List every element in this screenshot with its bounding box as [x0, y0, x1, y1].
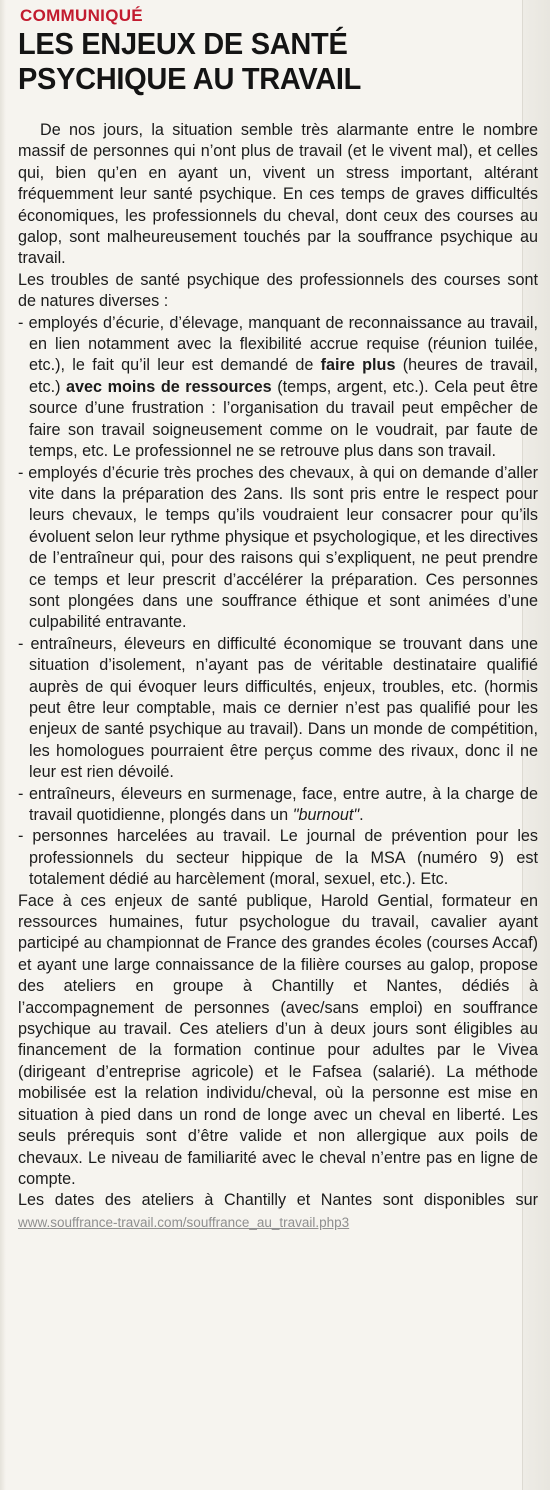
list-item-text: employés d’écurie très proches des chevaux, à qui on demande d’aller vite dans la préparation des 2ans. Ils sont pris entre le respect pour leurs chevaux, le temps qu’ils voudraient leur consacrer pour qu’ils évoluent selon leur rythme physique et psychologique, et les directives de l’entraîneur qui, pour des raisons qui s’expliquent, ne peut prendre ce temps et leur prescrit d’accélérer la préparation. Ces personnes sont plongées dans une souffrance éthique et sont animées d’une culpabilité entravante.: [28, 463, 539, 632]
emphasis-text: avec moins de ressources: [66, 377, 272, 396]
article-body: [18, 120, 538, 1233]
list-item: [18, 463, 538, 634]
closing-paragraph: Face à ces enjeux de santé publique, Harold Gential, formateur en ressources humaines, futur psychologue du travail, cavalier ayant participé au championnat de France des grandes écoles (courses Accaf) et ayant une large connaissance de la filière courses au galop, propose des ateliers en groupe à Chantilly et Nantes, dédiés à l’accompagnement de personnes (avec/sans emploi) en souffrance psychique au travail. Ces ateliers d’un à deux jours sont éligibles au financement de la formation continue pour adultes par le Vivea (dirigeant d’entreprise agricole) et le Fafsea (salarié). La méthode mobilisée est la relation individu/cheval, où la personne est mise en situation à pied dans un rond de longe avec un cheval en liberté. Les seuls prérequis sont d’être valide et non allergique aux poils de chevaux. Le niveau de familiarité avec le cheval n’entre pas en ligne de compte.: [18, 891, 538, 1188]
troubles-list: [18, 313, 538, 891]
article-title: LES ENJEUX DE SANTÉ PSYCHIQUE AU TRAVAIL: [18, 28, 362, 97]
list-dash: -: [18, 827, 24, 846]
dates-paragraph: [18, 1190, 538, 1233]
list-item: [18, 784, 538, 827]
page-shadow: [0, 0, 6, 1490]
section-kicker: COMMUNIQUÉ: [20, 6, 143, 25]
list-item: [18, 313, 538, 463]
intro-paragraph: De nos jours, la situation semble très alarmante entre le nombre massif de personnes qui n’ont plus de travail (et le vivent mal), et celles qui, bien qu’en en ayant un, vivent un stress important, altérant fréquemment leur santé psychique. En ces temps de graves difficultés économiques, les professionnels du cheval, dont ceux des courses au galop, sont malheureusement touchés par la souffrance psychique au travail.: [18, 121, 538, 268]
list-item-text: personnes harcelées au travail. Le journal de prévention pour les professionnels du secteur hippique de la MSA (numéro 9) est totalement dédié au harcèlement (moral, sexuel, etc.). Etc.: [29, 827, 539, 889]
italic-text: "burnout": [292, 806, 360, 824]
list-dash: -: [18, 463, 24, 482]
list-dash: -: [18, 634, 24, 653]
list-item-text: (temps, argent, etc.). Cela peut être source d’une frustration : l’organisation du travail peut empêcher de faire son travail soigneusement comme on le voudrait, par faute de temps, etc. Le professionnel ne se retrouve plus dans son travail.: [29, 377, 538, 461]
list-item-text: entraîneurs, éleveurs en difficulté économique se trouvant dans une situation d’isolement, n’ayant pas de véritable destinataire qualifié auprès de qui évoquer leurs difficultés, enjeux, troubles, etc. (hormis peut être leur comptable, mais ce dernier n’est pas qualifié pour les enjeux de santé psychique au travail). Dans un monde de compétition, les homologues pourraient être perçus comme des rivaux, donc il ne leur est rien dévoilé.: [29, 634, 538, 782]
list-dash: -: [18, 313, 24, 332]
list-item-text: (heures de travail, etc.): [29, 356, 538, 396]
dates-text: Les dates des ateliers à Chantilly et Nantes sont disponibles sur: [18, 1191, 538, 1210]
website-link[interactable]: www.souffrance-travail.com/souffrance_au_travail.php3: [18, 1214, 350, 1230]
list-intro: Les troubles de santé psychique des professionnels des courses sont de natures diverses :: [18, 270, 538, 311]
list-item: [18, 826, 538, 890]
list-item: [18, 634, 538, 784]
list-item-text: employés d’écurie, d’élevage, manquant de reconnaissance au travail, en lien notamment avec la flexibilité accrue requise (réunion tuilée, etc.), le fait qu’il leur est demandé de: [28, 313, 538, 375]
emphasis-text: faire plus: [320, 356, 396, 375]
list-item-text: .: [359, 806, 364, 824]
list-dash: -: [18, 784, 24, 803]
list-item-text: entraîneurs, éleveurs en surmenage, face, entre autre, à la charge de travail quotidienne, plongés dans un: [28, 784, 538, 824]
